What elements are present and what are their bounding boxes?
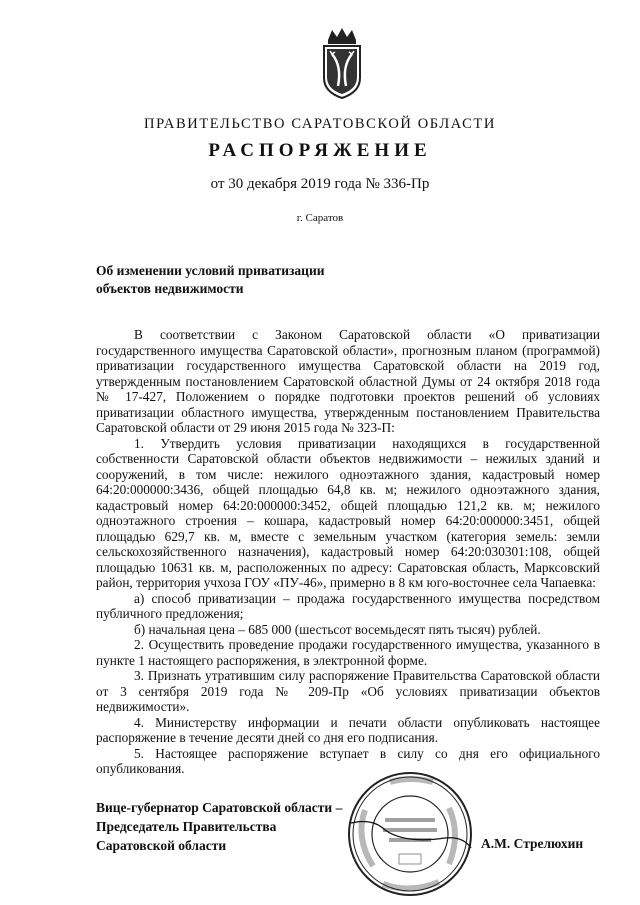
body-item-1a: а) способ приватизации – продажа государственного имущества посредством публичного предложения; xyxy=(96,590,600,621)
official-stamp xyxy=(345,768,475,900)
coat-of-arms-emblem xyxy=(318,26,366,100)
body-item-1b: б) начальная цена – 685 000 (шестьсот восемьдесят пять тысяч) рублей. xyxy=(134,621,541,637)
document-date-number: от 30 декабря 2019 года № 336-Пр xyxy=(210,176,430,192)
signature-title-3: Саратовской области xyxy=(96,838,227,853)
body-preamble: В соответствии с Законом Саратовской области «О приватизации государственного имущества Саратовской области», прогнозным планом (программой) приватизации государственного имущества Саратовской области на 2019 год, утвержденным постановлением Саратовской областной Думы от 24 октября 2018 года № 17-427, Положением о порядке подготовки проектов решений об условиях приватизации областного имущества, утвержденным постановлением Правительства Саратовской области от 29 июня 2015 года № 323-П: xyxy=(96,327,600,435)
document-place: г. Саратов xyxy=(296,212,344,224)
document-subject xyxy=(96,262,396,298)
body-item-2: 2. Осуществить проведение продажи государственного имущества, указанного в пункте 1 настоящего распоряжения, в электронной форме. xyxy=(96,637,600,668)
government-name: ПРАВИТЕЛЬСТВО САРАТОВСКОЙ ОБЛАСТИ xyxy=(144,116,496,132)
subject-line-2: объектов недвижимости xyxy=(96,281,244,296)
body-item-3: 3. Признать утратившим силу распоряжение Правительства Саратовской области от 3 сентября 2019 года № 209-Пр «Об условиях приватизации объектов недвижимости». xyxy=(96,668,600,714)
signatory-name: А.М. Стрелюхин xyxy=(481,836,584,851)
document-type: РАСПОРЯЖЕНИЕ xyxy=(208,140,432,161)
signature-title-2: Председатель Правительства xyxy=(96,819,277,834)
document-body xyxy=(96,327,600,777)
signature-title-1: Вице-губернатор Саратовской области – xyxy=(96,800,343,815)
body-item-1: 1. Утвердить условия приватизации находящихся в государственной собственности Саратовской области объектов недвижимости – нежилых зданий и сооружений, в том числе: нежилого одноэтажного здания, кадастровый номер 64:20:000000:3436, общей площадью 64,8 кв. м; нежилого одноэтажного здания, кадастровый номер 64:20:000000:3452, общей площадью 121,2 кв. м; нежилого одноэтажного строения – кошара, кадастровый номер 64:20:000000:3451, общей площадью 629,7 кв. м, вместе с земельным участком (категория земель: земли сельскохозяйственного назначения), кадастровый номер 64:20:030301:108, общей площадью 10631 кв. м, расположенных по адресу: Саратовская область, Марксовский район, территория учхоза ГОУ «ПУ-46», примерно в 8 км юго-восточнее села Чапаевка: xyxy=(96,435,600,590)
subject-line-1: Об изменении условий приватизации xyxy=(96,263,325,278)
body-item-4: 4. Министерству информации и печати области опубликовать настоящее распоряжение в течение десяти дней со дня его подписания. xyxy=(96,714,600,745)
body-item-5: 5. Настоящее распоряжение вступает в силу со дня его официального опубликования. xyxy=(96,745,600,776)
